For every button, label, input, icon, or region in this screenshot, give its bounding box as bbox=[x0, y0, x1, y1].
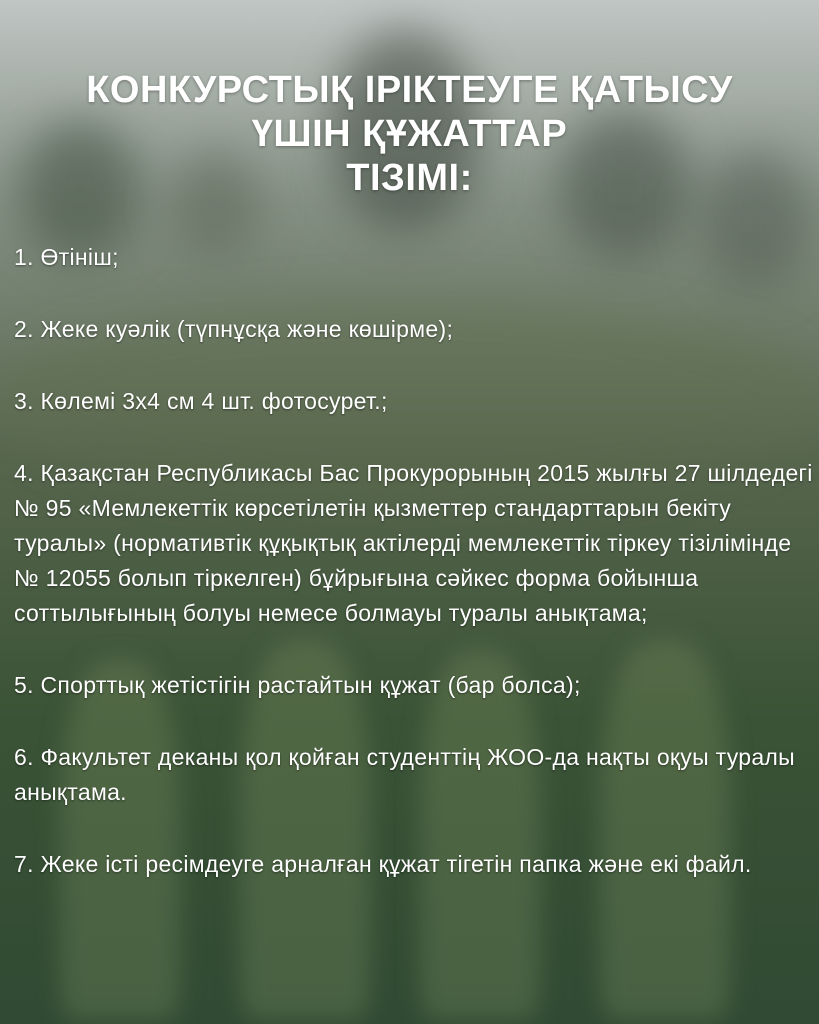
list-item: 6. Факультет деканы қол қойған студенттің ЖОО-да нақты оқуы туралы анықтама. bbox=[14, 744, 795, 805]
list-item: 4. Қазақстан Республикасы Бас Прокурорының 2015 жылғы 27 шілдедегі № 95 «Мемлекеттік көрсетілетін қызметтер стандарттарын бекіту туралы» (нормативтік құқықтық актілерді мемлекеттік тіркеу тізілімінде № 12055 болып тіркелген) бұйрығына сәйкес форма бойынша соттылығының болуы немесе болмауы туралы анықтама; bbox=[14, 460, 813, 626]
title-line-3: ТІЗІМІ: bbox=[346, 157, 473, 199]
list-item: 3. Көлемі 3х4 см 4 шт. фотосурет.; bbox=[14, 388, 388, 414]
page-title bbox=[0, 68, 819, 200]
list-item: 5. Спорттық жетістігін растайтын құжат (бар болса); bbox=[14, 672, 581, 698]
list-item: 1. Өтініш; bbox=[14, 244, 119, 270]
title-line-2: ҮШІН ҚҰЖАТТАР bbox=[251, 113, 568, 155]
title-line-1: КОНКУРСТЫҚ ІРІКТЕУГЕ ҚАТЫСУ bbox=[86, 69, 733, 111]
list-item: 2. Жеке куәлік (түпнұсқа және көшірме); bbox=[14, 316, 454, 342]
list-item: 7. Жеке істі ресімдеуге арналған құжат тігетін папка және екі файл. bbox=[14, 851, 752, 877]
documents-list bbox=[14, 240, 814, 919]
